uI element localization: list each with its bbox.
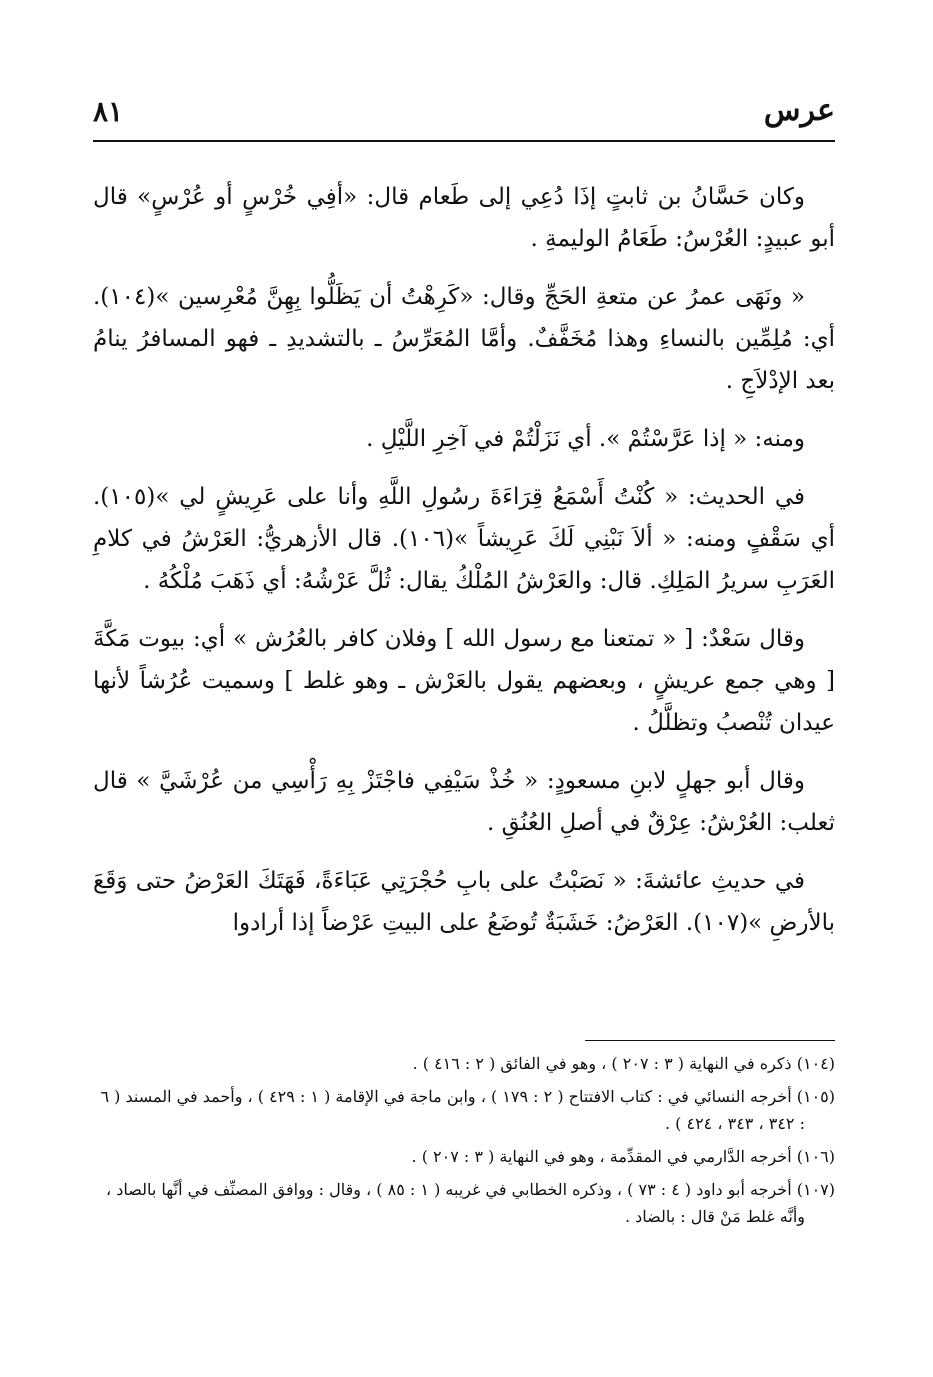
header-rule [93,140,835,142]
page-number: ٨١ [93,95,124,128]
paragraph: وكان حَسَّانُ بن ثابتٍ إذَا دُعِي إلى طَعام قال: «أفِي خُرْسٍ أو عُرْسٍ» قال أبو عبيدٍ: العُرْسُ: طَعَامُ الوليمةِ . [93,184,835,252]
footnote: (١٠٥) أخرجه النسائي في : كتاب الافتتاح ( ٢ : ١٧٩ ) ، وابن ماجة في الإقامة ( ١ : ٤٢٩ ) ، وأحمد في المسند ( ٦ : ٣٤٢ ، ٣٤٣ ، ٤٢٤ ) . [100,1087,835,1133]
footnotes [93,1050,835,1236]
footnote: (١٠٦) أخرجه الدَّارمي في المقدِّمة ، وهو في النهاية ( ٣ : ٢٠٧ ) . [411,1147,835,1166]
paragraph: في الحديث: « كُنْتُ أَسْمَعُ قِرَاءَةَ رسُولِ اللَّهِ وأنا على عَرِيشٍ لي »(١٠٥). أي سَقْفٍ ومنه: « ألاَ نَبْنِي لَكَ عَرِيشاً »(١٠٦). قال الأزهريُّ: العَرْشُ في كلامِ العَرَبِ سريرُ المَلِكِ. قال: والعَرْشُ المُلْكُ يقال: ثُلَّ عَرْشُهُ: أي ذَهَبَ مُلْكُهُ . [93,484,835,594]
footnote: (١٠٤) ذكره في النهاية ( ٣ : ٢٠٧ ) ، وهو في الفائق ( ٢ : ٤١٦ ) . [412,1054,835,1073]
footnote: (١٠٧) أخرجه أبو داود ( ٤ : ٧٣ ) ، وذكره الخطابي في غريبه ( ١ : ٨٥ ) ، وقال : ووافق المصنِّف في أنَّها بالصاد ، وأنَّه غلط مَنْ قال : بالضاد . [106,1180,835,1226]
paragraph: ومنه: « إذا عَرَّسْتُمْ ». أي نَزَلْتُمْ في آخِرِ اللَّيْلِ . [366,426,805,452]
page-header [93,80,835,128]
paragraph: « ونَهَى عمرُ عن متعةِ الحَجِّ وقال: «كَرِهْتُ أن يَظَلُّوا بِهِنَّ مُعْرِسين »(١٠٤). أي: مُلِمِّين بالنساءِ وهذا مُخَفَّفٌ. وأمَّا المُعَرِّسُ ـ بالتشديدِ ـ فهو المسافرُ ينامُ بعد الإدْلاَجِ . [93,284,835,394]
main-text [93,176,835,960]
entry-title: عرس [763,93,835,128]
paragraph: وقال أبو جهلٍ لابنِ مسعودٍ: « خُذْ سَيْفِي فاجْتَزْ بِهِ رَأْسِي من عُرْشَيَّ » قال ثعلب: العُرْشُ: عِرْقٌ في أصلِ العُنُقِ . [93,768,835,836]
paragraph: وقال سَعْدٌ: [ « تمتعنا مع رسول الله ] وفلان كافر بالعُرُش » أي: بيوت مَكَّةَ [ وهي جمع عريشٍ ، وبعضهم يقول بالعَرْش ـ وهو غلط ] وسميت عُرُشاً لأنها عيدان تُنْصبُ وتظلَّلُ . [93,626,835,736]
paragraph: في حديثِ عائشةَ: « نَصَبْتُ على بابِ حُجْرَتِي عَبَاءَةً، فَهَتَكَ العَرْضُ حتى وَقَعَ بالأرضِ »(١٠٧). العَرْضُ: خَشَبَةٌ تُوضَعُ على البيتِ عَرْضاً إذا أرادوا [93,868,835,936]
footnote-rule [585,1040,835,1041]
